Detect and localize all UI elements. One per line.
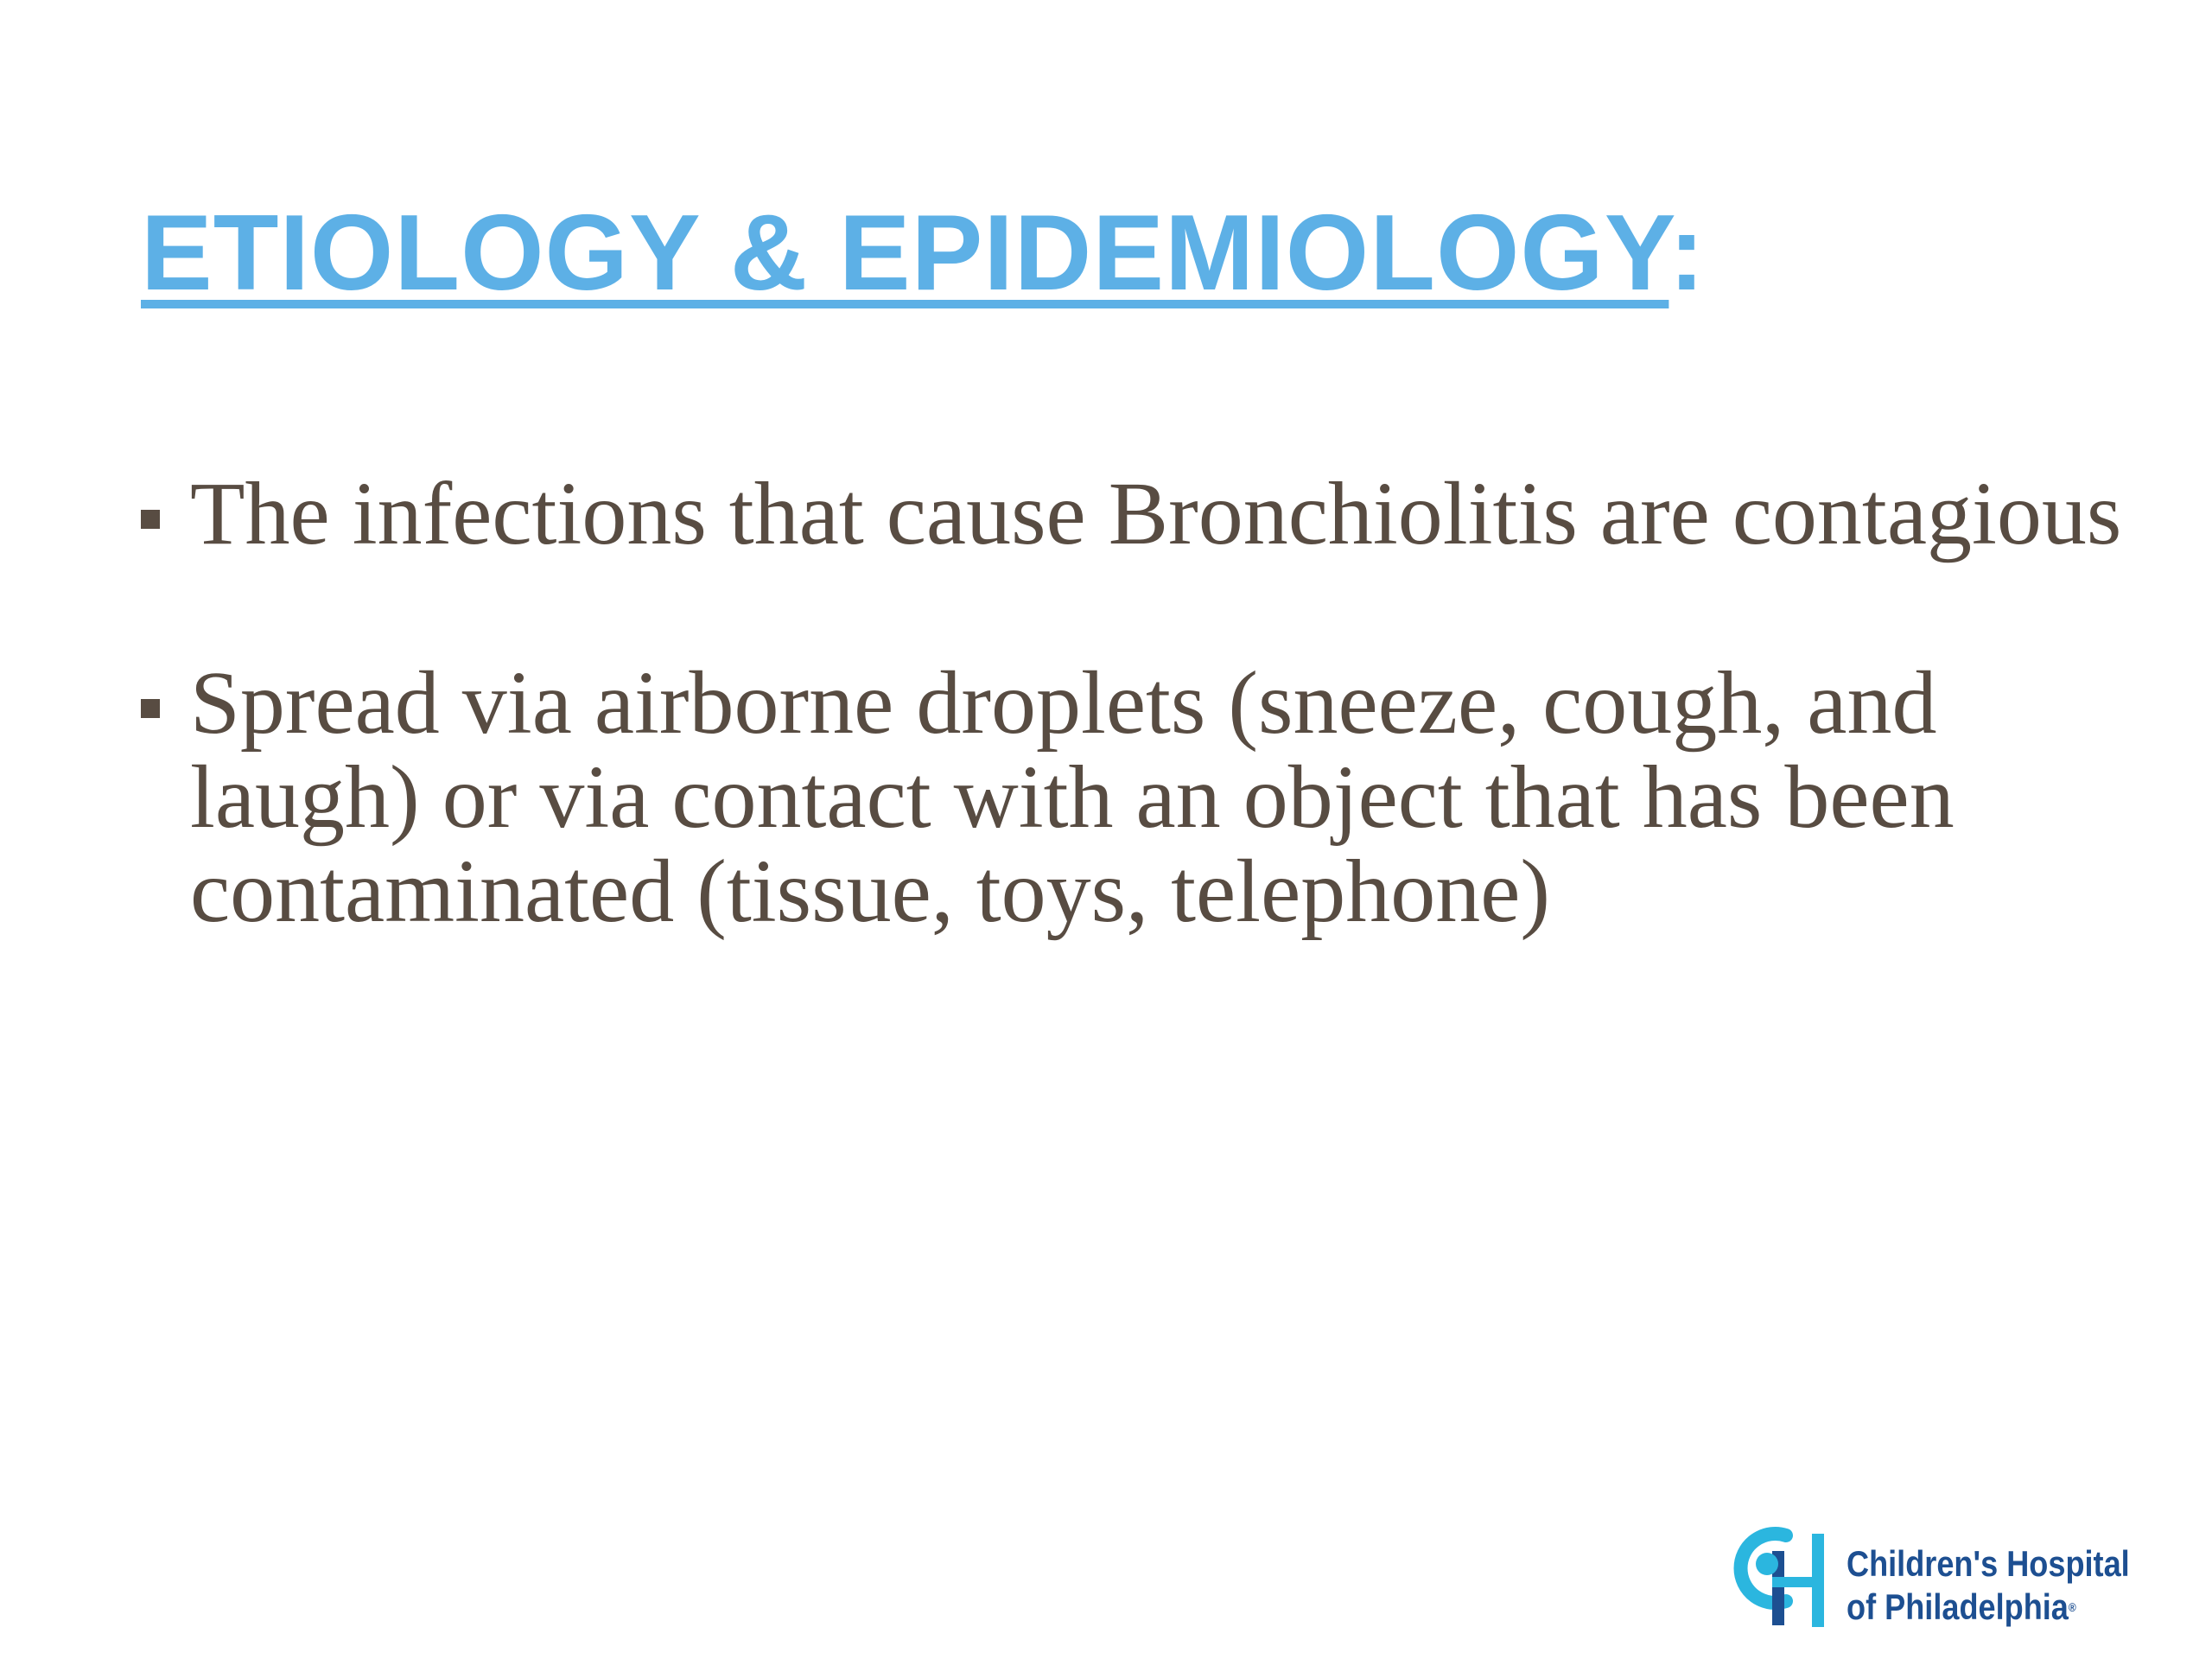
bullet-item [138,653,2126,941]
slide-title-colon: : [1669,194,1706,313]
chop-logo-text [1847,1542,2130,1629]
chop-logo [1732,1516,2160,1633]
slide-title-text: ETIOLOGY & EPIDEMIOLOGY [141,194,1669,313]
logo-line-2-text: of Philadelphia [1847,1586,2069,1627]
square-bullet-icon [141,510,160,529]
bullet-item [138,464,2126,563]
square-bullet-icon [141,699,160,718]
logo-line-2 [1847,1586,2130,1629]
logo-line-1: Children's Hospital [1847,1543,2130,1584]
bullet-text: Spread via airborne droplets (sneeze, cough, and laugh) or via contact with an object that has been contaminated (tissue, toys, telephone) [190,653,1955,941]
registered-mark: ® [2068,1600,2076,1614]
bullet-text: The infections that cause Bronchiolitis are contagious [190,464,2122,563]
chop-logo-mark-icon [1732,1516,1832,1629]
bullet-list [138,464,2126,1033]
slide-title [141,194,1706,312]
